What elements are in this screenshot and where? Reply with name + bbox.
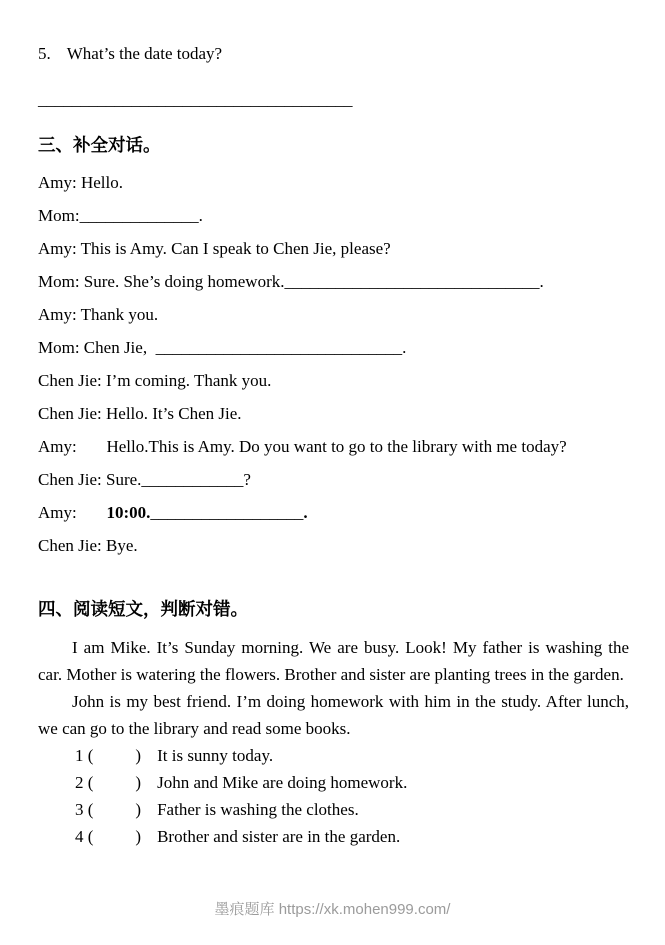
dialogue-text: . <box>198 206 203 225</box>
dialogue-text: ? <box>243 470 251 489</box>
dialogue-text: Amy: This is Amy. Can I speak to Chen Jie, please? <box>38 239 391 258</box>
section-3-title: 三、补全对话。 <box>38 135 161 155</box>
dialogue-line <box>38 232 629 265</box>
section-4-title: 四、阅读短文，判断对错。 <box>38 599 248 619</box>
item-number: 1 ( <box>75 746 94 765</box>
answer-blank: ______________ <box>79 206 199 225</box>
dialogue-line <box>38 529 629 562</box>
question-text: What’s the date today? <box>66 44 223 63</box>
paren-close: ) <box>135 827 142 846</box>
item-number: 4 ( <box>75 827 94 846</box>
dialogue-line <box>38 166 629 199</box>
true-false-item <box>38 796 629 823</box>
answer-blank: ____________ <box>141 470 244 489</box>
true-false-items <box>38 742 629 850</box>
question-number: 5. <box>38 44 51 63</box>
dialogue-line <box>38 397 629 430</box>
dialogue-text: Mom: Chen Jie, <box>38 338 156 357</box>
true-false-item <box>38 742 629 769</box>
dialogue-text: Amy: Hello. <box>38 173 123 192</box>
dialogue-line <box>38 298 629 331</box>
item-text: Father is washing the clothes. <box>157 800 359 819</box>
paren-close: ) <box>135 773 142 792</box>
item-text: John and Mike are doing homework. <box>157 773 408 792</box>
dialogue-text: Chen Jie: Hello. It’s Chen Jie. <box>38 404 242 423</box>
footer-watermark: 墨痕题库 https://xk.mohen999.com/ <box>214 901 451 918</box>
dialogue-line <box>38 364 629 397</box>
dialogue-text: Mom: Sure. She’s doing homework. <box>38 272 285 291</box>
question-5 <box>38 44 629 64</box>
dialogue-text: Chen Jie: Sure. <box>38 470 142 489</box>
dialogue-text: Amy: Thank you. <box>38 305 159 324</box>
dialogue-text: 10:00. <box>106 503 151 522</box>
item-number: 3 ( <box>75 800 94 819</box>
dialogue-section <box>38 166 629 562</box>
question-5-answer-blank: _____________________________________ <box>38 90 353 109</box>
dialogue-text: Chen Jie: I’m coming. Thank you. <box>38 371 272 390</box>
answer-blank: __________________ <box>150 503 304 522</box>
dialogue-line <box>38 331 629 364</box>
dialogue-line <box>38 463 629 496</box>
dialogue-text: Amy: <box>38 503 107 522</box>
dialogue-text: . <box>303 503 308 522</box>
dialogue-text: Mom: <box>38 206 80 225</box>
paren-close: ) <box>135 746 142 765</box>
dialogue-line <box>38 496 629 529</box>
item-text: It is sunny today. <box>157 746 274 765</box>
dialogue-text: Chen Jie: Bye. <box>38 536 138 555</box>
dialogue-text: . <box>539 272 544 291</box>
true-false-item <box>38 823 629 850</box>
item-number: 2 ( <box>75 773 94 792</box>
answer-blank: _____________________________ <box>155 338 403 357</box>
reading-passage <box>38 634 629 742</box>
dialogue-text: Amy: Hello.This is Amy. Do you want to go to the library with me today? <box>38 437 567 456</box>
dialogue-line <box>38 199 629 232</box>
dialogue-text: . <box>402 338 407 357</box>
paren-close: ) <box>135 800 142 819</box>
dialogue-line <box>38 430 629 463</box>
item-text: Brother and sister are in the garden. <box>157 827 401 846</box>
dialogue-line <box>38 265 629 298</box>
passage-paragraph: I am Mike. It’s Sunday morning. We are busy. Look! My father is washing the car. Mother is watering the flowers. Brother and sister are planting trees in the garden. <box>38 638 629 684</box>
passage-paragraph: John is my best friend. I’m doing homework with him in the study. After lunch, we can go to the library and read some books. <box>38 692 629 738</box>
answer-blank: ______________________________ <box>284 272 540 291</box>
true-false-item <box>38 769 629 796</box>
